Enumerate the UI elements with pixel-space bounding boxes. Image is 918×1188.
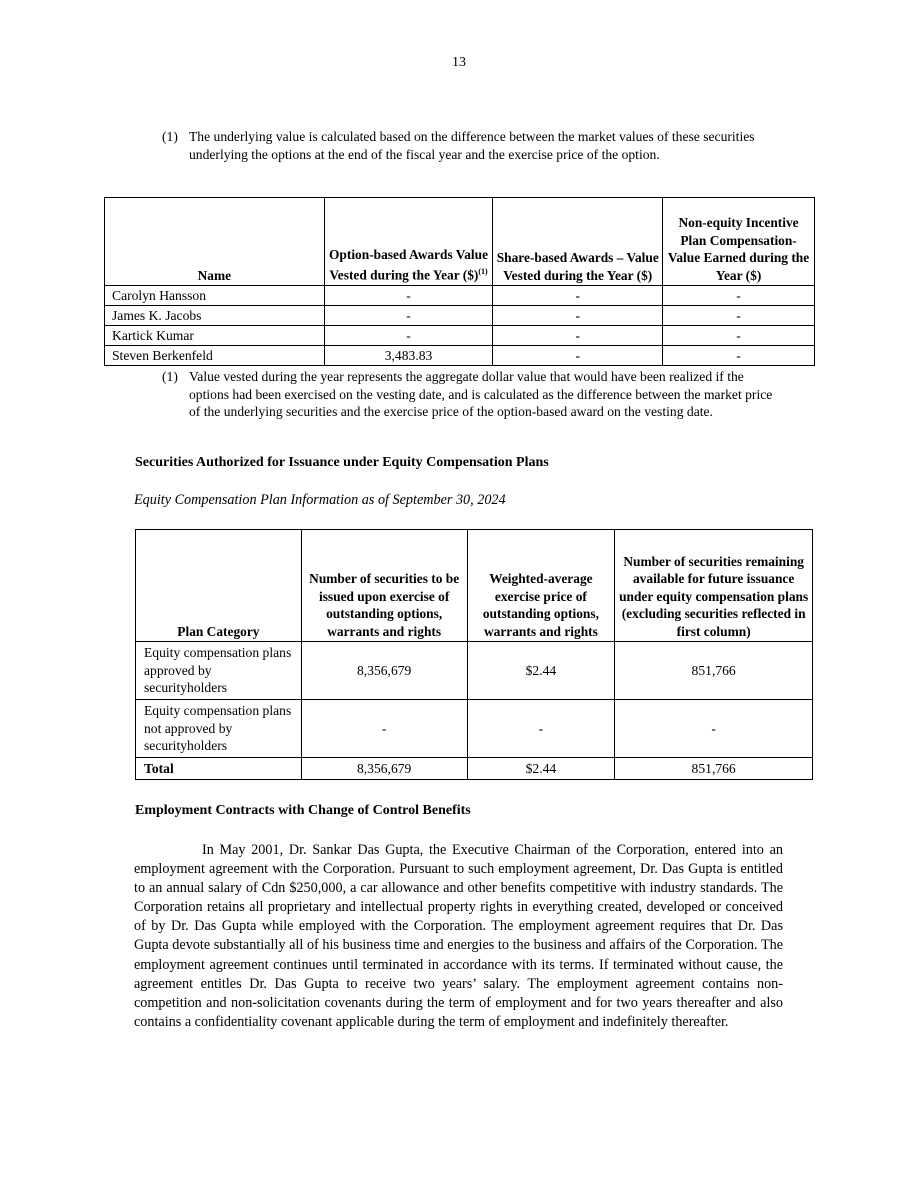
table-row xyxy=(105,306,815,326)
cell-share: - xyxy=(493,346,663,366)
cell-share: - xyxy=(493,306,663,326)
cell-share: - xyxy=(493,326,663,346)
table-row xyxy=(136,642,813,700)
footnote-underlying-value xyxy=(162,128,782,163)
cell-price: - xyxy=(467,700,615,758)
table-row xyxy=(105,326,815,346)
cell-name: Carolyn Hansson xyxy=(105,286,325,306)
footnote-ref: (1) xyxy=(478,267,488,277)
cell-to-issue: 8,356,679 xyxy=(301,642,467,700)
cell-category: Equity compensation plans not approved by securityholders xyxy=(136,700,302,758)
cell-total-label: Total xyxy=(136,758,302,780)
paragraph-text: In May 2001, Dr. Sankar Das Gupta, the Executive Chairman of the Corporation, entered into an employment agreement with the Corporation. Pursuant to such employment agreement, Dr. Das Gupta is entitled to an annual salary of Cdn $250,000, a car allowance and other benefits competitive with industry standards. The Corporation retains all proprietary and intellectual property rights in everything created, developed or conceived of by Dr. Das Gupta while employed with the Corporation. The employment agreement requires that Dr. Das Gupta devote substantially all of his business time and energies to the business and affairs of the Corporation. The employment agreement continues until terminated in accordance with its terms. If terminated without cause, the agreement entitles Dr. Das Gupta to receive two years’ salary. The employment agreement contains non-competition and non-solicitation covenants during the term of employment and for two years thereafter and also contains a confidentiality covenant applicable during the term of employment and indefinitely thereafter. xyxy=(134,842,783,1030)
table-total-row xyxy=(136,758,813,780)
cell-to-issue: 8,356,679 xyxy=(301,758,467,780)
table-row xyxy=(136,700,813,758)
header-option-based: Option-based Awards Value Vested during the Year ($)$^{(1)}$ xyxy=(324,198,493,286)
cell-price: $2.44 xyxy=(467,758,615,780)
table-row xyxy=(105,286,815,306)
table-row xyxy=(105,346,815,366)
table-header-row xyxy=(136,530,813,642)
cell-incentive: - xyxy=(663,306,815,326)
cell-name: Kartick Kumar xyxy=(105,326,325,346)
section-heading-securities: Securities Authorized for Issuance under Equity Compensation Plans xyxy=(135,455,549,470)
cell-name: Steven Berkenfeld xyxy=(105,346,325,366)
cell-incentive: - xyxy=(663,326,815,346)
cell-share: - xyxy=(493,286,663,306)
cell-incentive: - xyxy=(663,286,815,306)
cell-price: $2.44 xyxy=(467,642,615,700)
cell-to-issue: - xyxy=(301,700,467,758)
header-securities-to-issue: Number of securities to be issued upon exercise of outstanding options, warrants and rights xyxy=(301,530,467,642)
section-subheading: Equity Compensation Plan Information as of September 30, 2024 xyxy=(134,492,506,508)
cell-option: 3,483.83 xyxy=(324,346,493,366)
employment-paragraph xyxy=(134,841,783,1032)
header-weighted-average-price: Weighted-average exercise price of outstanding options, warrants and rights xyxy=(467,530,615,642)
value-vested-table xyxy=(104,197,815,366)
header-name: Name xyxy=(105,198,325,286)
cell-incentive: - xyxy=(663,346,815,366)
cell-option: - xyxy=(324,286,493,306)
table-header-row xyxy=(105,198,815,286)
footnote-value-vested xyxy=(162,368,782,421)
footnote-marker: (1) xyxy=(162,369,178,384)
header-securities-remaining: Number of securities remaining available for future issuance under equity compensation plans (excluding securities reflected in first column) xyxy=(615,530,813,642)
cell-remaining: 851,766 xyxy=(615,758,813,780)
section-heading-employment: Employment Contracts with Change of Control Benefits xyxy=(135,803,471,818)
footnote-text: The underlying value is calculated based on the difference between the market values of these securities underlying the options at the end of the fiscal year and the exercise price of the option. xyxy=(189,129,755,162)
cell-remaining: - xyxy=(615,700,813,758)
cell-option: - xyxy=(324,326,493,346)
cell-remaining: 851,766 xyxy=(615,642,813,700)
header-share-based: Share-based Awards – Value Vested during the Year ($) xyxy=(493,198,663,286)
equity-compensation-table xyxy=(135,529,813,780)
cell-option: - xyxy=(324,306,493,326)
footnote-marker: (1) xyxy=(162,129,178,144)
footnote-text: Value vested during the year represents the aggregate dollar value that would have been realized if the options had been exercised on the vesting date, and is calculated as the difference between the market price of the underlying securities and the exercise price of the option-based award on the vesting date. xyxy=(189,369,773,419)
cell-name: James K. Jacobs xyxy=(105,306,325,326)
page-number: 13 xyxy=(452,55,466,70)
cell-category: Equity compensation plans approved by securityholders xyxy=(136,642,302,700)
header-plan-category: Plan Category xyxy=(136,530,302,642)
header-non-equity: Non-equity Incentive Plan Compensation- Value Earned during the Year ($) xyxy=(663,198,815,286)
